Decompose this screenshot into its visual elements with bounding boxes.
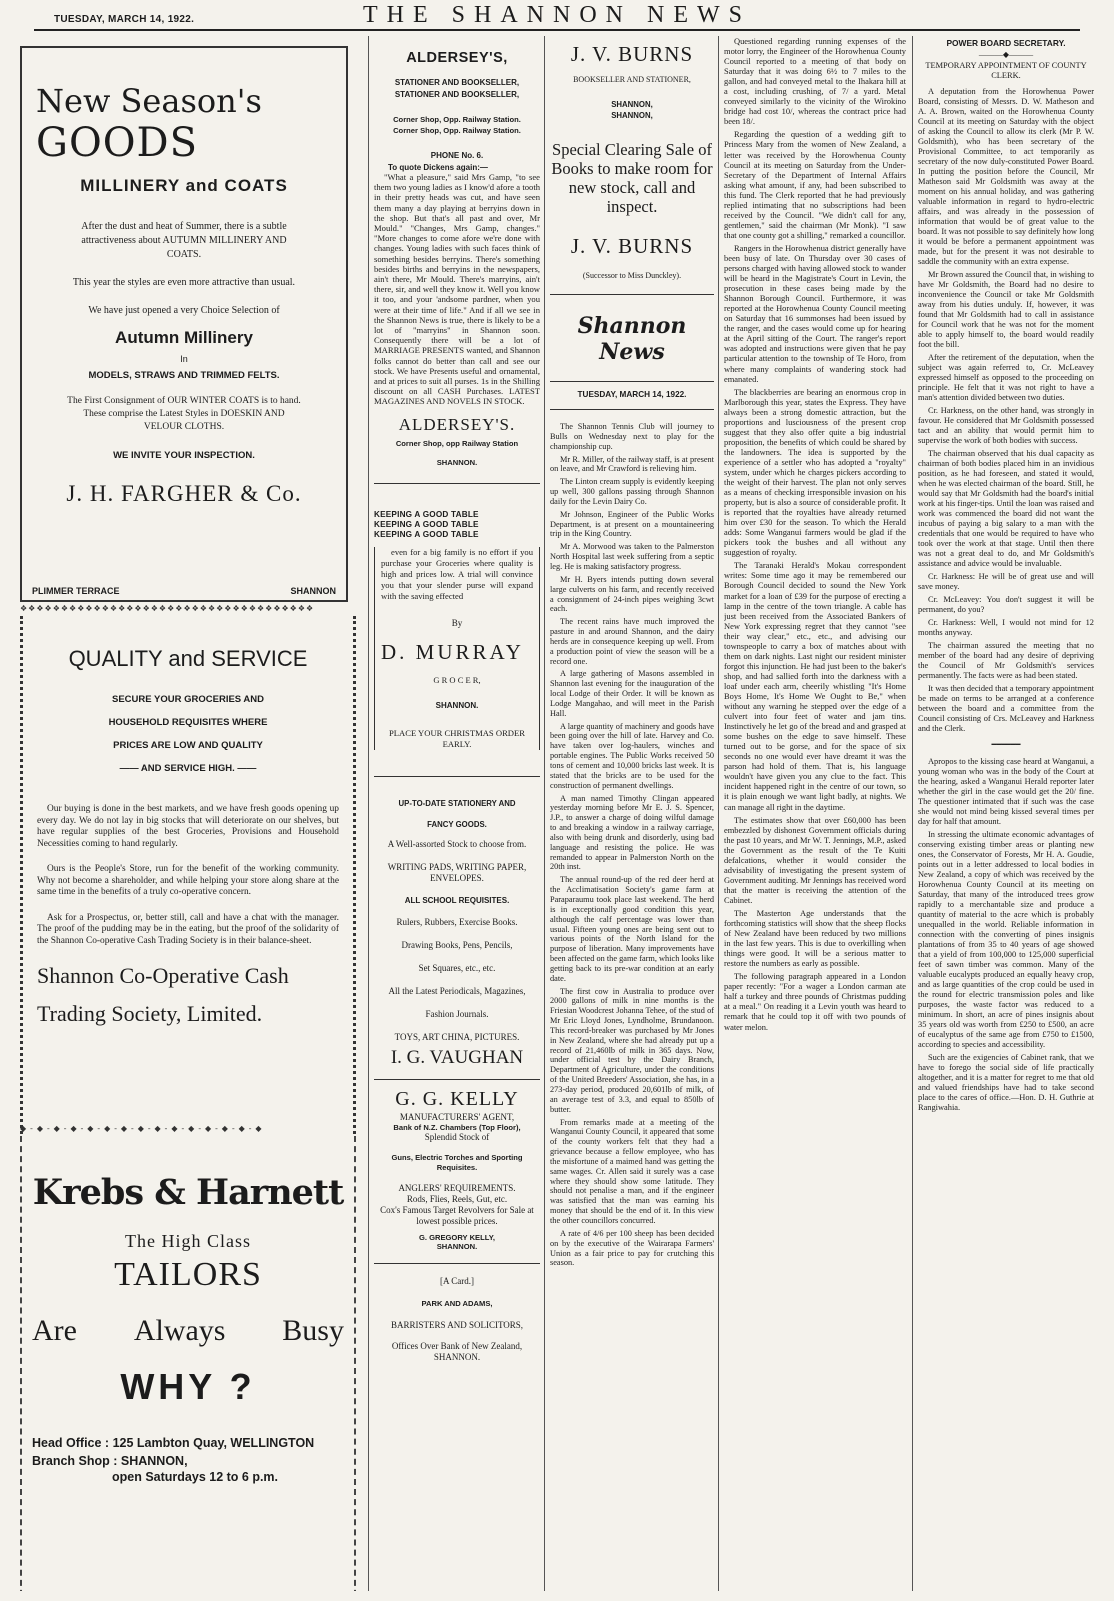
news-item-paragraph: Mr H. Byers intends putting down several large culverts on his farm, and recently received a consignment of 24-inch pipes weighing 3cwt each.: [550, 574, 714, 614]
power-board-paragraph: After the retirement of the deputation, when the subject was again referred to, Cr. McLeavey expressed himself as opposed to the proceeding on principle. He felt that it was not right to have a man's attention divided between two duties.: [918, 353, 1094, 402]
news-item-paragraph: The Taranaki Herald's Mokau correspondent writes: Some time ago it may be remembered our Borough Council decided to sound the New York market for a loan of £39 for the purpose of erecting a lamp in the centre of the town triangle. A cable has just been received from the Associated Bankers of New York expressing regret that they cannot "see their way clear," etc., etc., and advising our townspeople to carry a box of matches about with them on dark nights. Last night our resident minister forgot this injunction. He had just been to the baker's shop, and had sallied forth into the darkness with a loaf under each arm, cheerily whistling "It's Home Boys Home, It's Home We Ought to Be," when without any warning he stepped over the edge of a culvert into four feet of water and jam tins. Instinctively he let go of the bread and and grasped at some bushes on the edge to save himself. These turned out to be gorse, and for the space of six seconds no one would ever have dreamt it was the parson had hold of them. That is, his language wouldn't have given you any clue to the fact. This incident happened right in the centre of our town, so it is plain enough we want light badly, at nights. We can manage all right in the daytime.: [724, 560, 906, 812]
news-item-paragraph: Regarding the question of a wedding gift to Princess Mary from the women of New Zealand, a letter was received by the Horowhenua County Council at its meeting on Saturday from the Under-Secretary of the Department of Internal Affairs asking what amount, if any, had been subscribed to this fund. The Clerk reported that he had previously replied intimating that no subscriptions had been received by the Council. "We didn't call for any, gentlemen," said the chairman (Mr Monk). "I saw that one county got a shilling," remarked a councillor.: [724, 129, 906, 240]
news-item-paragraph: A large gathering of Masons assembled in Shannon last evening for the inauguration of the local Lodge of their Order. It will be known as Lodge Mangahao, and will meet in the Parish Hall.: [550, 669, 714, 718]
news-item-paragraph: From remarks made at a meeting of the Wanganui County Council, it appeared that some of the county workers felt that they had a grievance because a fellow employee, who has the misfortune of a maimed hand was getting the same wages. Cr. Allen said it surely was a case where they should show some latitude. They should not penalise a man, and if the engineer was satisfied that the man was earning his money that should be the end of it. In this view the other councillors concurred.: [550, 1117, 714, 1225]
fargher-name: J. H. FARGHER & Co.: [66, 481, 302, 506]
coop-p2: Ours is the People's Store, run for the benefit of the working community. Why not become a shareholder, and while helping your store along share at the same time in the benefits of a truly co-operative concern.: [37, 864, 339, 897]
burns-sale: Special Clearing Sale of Books to make room for new stock, call and inspect.: [551, 140, 713, 216]
fargher-p4: The First Consignment of OUR WINTER COATS is to hand. These comprise the Latest Styles in DOESKIN AND VELOUR CLOTHS.: [67, 396, 301, 432]
fargher-in: In: [180, 354, 188, 364]
column-3-news: [550, 422, 714, 1268]
power-board-paragraph: Cr. Harkness: He will be of great use and will save money.: [918, 572, 1094, 591]
coop-p3: Ask for a Prospectus, or, better still, call and have a chat with the manager. The proof of the pudding may be in the eating, but the proof of the solidarity of the Shannon Co-operative Cash Trading Society is in their balance-sheet.: [37, 912, 339, 946]
krebs-office: Head Office : 125 Lambton Quay, WELLINGTON: [32, 1436, 315, 1450]
kelly-l6: Rods, Flies, Reels, Gut, etc.: [406, 1193, 508, 1204]
coop-sub3: PRICES ARE LOW AND QUALITY: [113, 740, 263, 751]
news-item-paragraph: In stressing the ultimate economic advantages of conserving existing timber areas or planting new ones, the Conservator of Forests, Mr H. A. Goudie, points out in a letter addressed to local bodies in New Zealand, a copy of which was received by the Horowhenua County Council at its meeting on Saturday, that many of the introduced trees grow rapidly to a merchantable size and produce a quantity of material to the acre which is probably unequalled in the world. Reliable information in connection with the converting of pines insignis plantations of from 35 to 40 years of age showed that a yield of from 100,000 to 125,000 superficial feet of sawn timber was common. Many of the valuable eucalypts produced an equally heavy crop, and as large quantities of the crop could be used in the round for electric transmission poles and like purposes, the waste factor was reduced to a minimum. In short, an acre of pines insignis about 35 years old was worth from £250 to £500, an acre of eucalyptus of the same age from £750 to £1500, according to species and accessibility.: [918, 830, 1094, 1049]
news-item-paragraph: The following paragraph appeared in a London paper recently: "For a wager a London carman ate half a turkey and three pounds of Christmas pudding at a meal." On reading it a Levin youth was heard to remark that he could top it off with two pounds of water melon.: [724, 971, 906, 1032]
news-item-paragraph: The Linton cream supply is evidently keeping up well, 300 gallons passing through Shannon daily for the Levin Dairy Co.: [550, 477, 714, 506]
column-5: [918, 36, 1094, 1591]
fargher-line3: MILLINERY and COATS: [80, 176, 288, 195]
news-item-paragraph: The blackberries are bearing an enormous crop in Marlborough this year, states the Express. They have always been a strong domestic attraction, but the proportions and lusciousness of the present crop suggest that they also offer quite a big industrial proposition, the benefits of which could be shared by the landowners. The idea is supported by the experience of a settler who has adopted a "royalty" system, under which he charges pickers according to the weight of their harvest. The plan not only serves as a means of checking irresponsible invasion on his property, but is also a source of considerable profit. It is reported that the royalties have already returned him over £30 for the season. To which the Herald adds: Some Wanganui farmers would be glad if the pickers took the bushes and all without any suggestion of royalty.: [724, 386, 906, 558]
kelly-l2: Bank of N.Z. Chambers (Top Floor),: [393, 1122, 521, 1132]
aldersey-phone: PHONE No. 6.: [430, 151, 484, 160]
card-name: PARK AND ADAMS,: [421, 1298, 493, 1308]
krebs-branch: Branch Shop : SHANNON,: [32, 1454, 188, 1468]
fargher-line1: New Season's: [36, 82, 262, 120]
murray-town: SHANNON.: [435, 700, 479, 710]
aldersey-l3: Corner Shop, Opp. Railway Station.: [393, 115, 521, 124]
power-board-paragraph: A deputation from the Horowhenua Power Board, consisting of Messrs. D. W. Matheson and A. A. Brown, waited on the Horowhenua County Council at its meeting on Saturday with the object of asking the Council to allow its clerk (Mr P. W. Goldsmith), who has been secretary of the Provisional Committee, to act temporarily as secretary of the now duly-constituted Power Board. In putting the position before the Council, Mr Matheson said Mr Goldsmith was away at the moment on his annual holiday, and was gathering valuable information in regard to hydro-electric affairs, and was already in the possession of information that would be of great value to the board. It was not possible to say definitely how long it would be before a permanent appointment was made, but for the present it was not desirable to saddle the community with an extra expense.: [918, 87, 1094, 266]
power-board-paragraph: Cr. McLeavey: You don't suggest it will be permanent, do you?: [918, 595, 1094, 614]
vaughan-l2: WRITING PADS, WRITING PAPER, ENVELOPES.: [387, 861, 527, 883]
power-board-paragraph: The chairman observed that his dual capacity as chairman of both bodies placed him in an invidious position, as he had foreseen, and stated it would, when he was elected chairman of the board. Still, he would say that Mr Goldsmith had the board's initial work at his finger-tips. Until the loan was raised and work was commenced the board did not want the incubus of paying a big salary to a man with the credentials that one would be required to have who took over the work at that stage. Until then there was not a great deal to do, and Mr Goldsmith's assistance and advice would be invaluable.: [918, 449, 1094, 568]
column-rule-1: [368, 36, 369, 1591]
col5-h2: TEMPORARY APPOINTMENT OF COUNTY CLERK.: [925, 61, 1087, 80]
column-2: [374, 36, 540, 1591]
news-item-paragraph: The Masterton Age understands that the forthcoming statistics will show that the sheep flocks of New Zealand have been reduced by two millions in the last few years. This is due to overkilling when things were good. It will be a serious matter to restore the numbers as early as possible.: [724, 907, 906, 969]
masthead-title: THE SHANNON NEWS: [363, 2, 751, 28]
ornament-rule: ❖❖❖❖❖❖❖❖❖❖❖❖❖❖❖❖❖❖❖❖❖❖❖❖❖❖❖❖❖❖❖❖❖❖❖❖: [20, 604, 315, 613]
krebs-ad: [20, 1136, 356, 1591]
vaughan-l6: Set Squares, etc., etc.: [418, 962, 496, 973]
aldersey-name2: ALDERSEY'S.: [398, 414, 516, 434]
vaughan-h1: UP-TO-DATE STATIONERY AND: [398, 798, 516, 808]
card-label: [A Card.]: [440, 1275, 474, 1286]
divider-4: [374, 1263, 540, 1264]
murray-by: By: [451, 617, 463, 628]
coop-name1: Shannon Co-Operative Cash: [37, 963, 289, 988]
murray-xmas: PLACE YOUR CHRISTMAS ORDER EARLY.: [388, 727, 525, 749]
vaughan-name: I. G. VAUGHAN: [390, 1046, 524, 1068]
paper-name: Shannon News: [577, 313, 687, 365]
news-item-paragraph: Questioned regarding running expenses of the motor lorry, the Engineer of the Horowhenua County Council reported to a meeting of that body on Saturday that it was doing 6½ to 7 miles to the gallon, and had conveyed metal to the Ihakara hill at a cost, including crushing, of 7/ a yard. Metal conveyed similarly to the vicinity of the Wirokino bridge had cost 10/, whereas the contract price had been 18/.: [724, 36, 906, 127]
news-item-paragraph: The recent rains have much improved the pasture in and around Shannon, and the dairy herds are in consequence keeping up well. From a production point of view the season will be a record one.: [550, 617, 714, 666]
fargher-town: SHANNON: [290, 586, 336, 596]
fargher-p2: This year the styles are even more attractive than usual.: [72, 277, 296, 288]
vaughan-l8: Fashion Journals.: [425, 1008, 489, 1019]
col5-divider: ━━━━━━: [991, 740, 1021, 749]
fargher-terrace: PLIMMER TERRACE: [32, 586, 120, 596]
power-board-paragraph: Cr. Harkness, on the other hand, was strongly in favour. He considered that Mr Goldsmith possessed tact and an ability that would permit him to supervise the work of both bodies with success.: [918, 406, 1094, 445]
burns-name2: J. V. BURNS: [570, 234, 694, 258]
paper-date: TUESDAY, MARCH 14, 1922.: [577, 390, 687, 399]
news-item-paragraph: The Shannon Tennis Club will journey to Bulls on Wednesday next to play for the championship cup.: [550, 422, 714, 451]
kelly-name: G. G. KELLY: [395, 1087, 519, 1110]
news-item-paragraph: Apropos to the kissing case heard at Wanganui, a young woman who was in the body of the Court at the hearing, asked a Wanganui Herald reporter later whether the girl in the case would get the 20/ fine. The questioner intimated that if such was the case she would not mind being kissed several times per day for half that amount.: [918, 757, 1094, 826]
coop-sub2: HOUSEHOLD REQUISITES WHERE: [108, 717, 268, 728]
column-3: [550, 36, 714, 1591]
divider-5: [550, 294, 714, 295]
kelly-l1: MANUFACTURERS' AGENT,: [399, 1111, 515, 1122]
aldersey-town: SHANNON.: [436, 457, 478, 467]
vaughan-l3: ALL SCHOOL REQUISITES.: [404, 895, 510, 905]
fargher-p3: We have just opened a very Choice Selection of: [88, 305, 280, 316]
coop-name2: Trading Society, Limited.: [37, 1001, 263, 1026]
column-4-news: [724, 36, 906, 1032]
col5-dingbat: ———◆———: [978, 50, 1034, 59]
aldersey-body: "What a pleasure," said Mrs Gamp, "to see them two young ladies as I know'd afore a tooth in their pretty heads was cut, and have seen them many a day playing at berryins down in the shop. But that's all past and over, Mr Mould." "Changes, Mrs Gamp, changes." "More changes to come afore we're done with changes. Young ladies with such faces think of something besides berryins. There's something besides births and berryins in the newspapers, ain't there, Mr Mould. There's marryins, ain't there, sir, and well they know it. Well you know it too, and your 'andsome pardner, when you were at their time of life." And if all we see in the Shannon News is true, there is likely to be a lot of "marryins" in Shannon soon. Consequently there will be a lot of MARRIAGE PRESENTS wanted, and Shannon folks cannot do better than call and see our stock. We have Presents useful and ornamental, and at prices to suit all purses. 1s in the Shilling discount on all CASH Purchases. LATEST MAGAZINES AND NOVELS IN STOCK.: [374, 172, 540, 407]
column-rule-3: [718, 36, 719, 1591]
aldersey-name: ALDERSEY'S,: [406, 50, 508, 66]
vaughan-l5: Drawing Books, Pens, Pencils,: [401, 939, 513, 950]
divider-6: [550, 381, 714, 382]
kelly-l5: ANGLERS' REQUIREMENTS.: [398, 1182, 516, 1193]
divider-3: [374, 1079, 540, 1080]
vaughan-l9: TOYS, ART CHINA, PICTURES.: [394, 1031, 520, 1042]
coop-sub4: —— AND SERVICE HIGH. ——: [119, 763, 257, 774]
card-office: Offices Over Bank of New Zealand, SHANNON.: [391, 1340, 523, 1362]
card-role: BARRISTERS AND SOLICITORS,: [390, 1319, 524, 1330]
news-item-paragraph: Mr R. Miller, of the railway staff, is at present on leave, and Mr Crawford is relieving him.: [550, 454, 714, 474]
news-item-paragraph: The estimates show that over £60,000 has been embezzled by dishonest Government officials during the past 10 years, and Mr W. T. Jennings, M.P., asked the Government as the result of the Te Kuiti defalcations, whether it would consider the advisability of investigating the present system of Government auditing. Mr Jennings has received word that the matter is receiving the attention of the Cabinet.: [724, 814, 906, 905]
vaughan-h2: FANCY GOODS.: [427, 819, 487, 829]
fargher-models: MODELS, STRAWS AND TRIMMED FELTS.: [88, 370, 280, 381]
col5-h1: POWER BOARD SECRETARY.: [946, 38, 1066, 48]
aldersey-corner: Corner Shop, opp Railway Station: [395, 438, 519, 448]
news-item-paragraph: Mr A. Morwood was taken to the Palmerston North Hospital last week suffering from a septic leg. He is making satisfactory progress.: [550, 542, 714, 571]
news-item-paragraph: Rangers in the Horowhenua district generally have been busy of late. On Thursday over 30 cases of persons charged with having allowed stock to wander will be heard in the Magistrate's Court in Levin, the prosecution in these cases being made by the Shannon Borough Council. Furthermore, it was reported at the Horowhenua County Council meeting on Saturday that 16 summonses had been issued by the ranger, and the cases would come up for hearing at the April sitting of the Court. The ranger's report was adopted and instructions were given that he pay particular attention to the township of Te Horo, from where many complaints of wandering stock had emanated.: [724, 242, 906, 384]
column-rule-4: [912, 36, 913, 1591]
aldersey-l4: Corner Shop, Opp. Railway Station.: [393, 126, 521, 135]
fargher-line2: GOODS: [36, 120, 199, 166]
coop-title: QUALITY and SERVICE: [68, 646, 308, 671]
kelly-l7: Cox's Famous Target Revolvers for Sale at lowest possible prices.: [380, 1204, 534, 1226]
news-item-paragraph: A large quantity of machinery and goods have been going over the hill of late. Harvey and Co. have taken over log-haulers, winches and portable engines. The Public Works received 50 tons of cement and 10,000 bricks last week. It is stated that the bricks are to be used for the construction of permanent dwellings.: [550, 721, 714, 790]
column-rule-2: [544, 36, 545, 1591]
krebs-name: Krebs & Harnett: [32, 1172, 344, 1213]
column-1: [20, 36, 360, 1591]
krebs-l3a: Are: [32, 1314, 77, 1347]
ornament-rule-2: ◆ - ◆ - ◆ - ◆ - ◆ - ◆ - ◆ - ◆ - ◆ - ◆ - ◆ - ◆ - ◆ - ◆ - ◆: [20, 1124, 263, 1133]
burns-t1: SHANNON,: [611, 100, 653, 109]
vaughan-l7: All the Latest Periodicals, Magazines,: [388, 985, 526, 996]
fargher-autumn: Autumn Millinery: [115, 328, 253, 347]
masthead: [0, 0, 1114, 32]
col5-article: [918, 87, 1094, 734]
kelly-l9: SHANNON.: [436, 1241, 478, 1251]
murray-h1: KEEPING A GOOD TABLE: [374, 509, 479, 519]
news-item-paragraph: Mr Johnson, Engineer of the Public Works Department, is at present on a mountaineering trip in the King Country.: [550, 509, 714, 539]
divider-7: [550, 409, 714, 410]
burns-t2: SHANNON,: [611, 111, 653, 120]
aldersey-l2: STATIONER AND BOOKSELLER,: [394, 90, 520, 99]
power-board-paragraph: It was then decided that a temporary appointment be made on terms to be arranged at a conference between the board and a committee from the Council consisting of Crs. McLeavey and Harkness and the Clerk.: [918, 684, 1094, 733]
burns-trade: BOOKSELLER AND STATIONER,: [573, 75, 691, 84]
masthead-date: TUESDAY, MARCH 14, 1922.: [54, 14, 195, 25]
murray-h2: KEEPING A GOOD TABLE: [374, 519, 479, 529]
burns-name: J. V. BURNS: [570, 42, 694, 66]
aldersey-quote: To quote Dickens again:—: [388, 163, 488, 172]
krebs-l1: The High Class: [125, 1231, 251, 1251]
vaughan-l1: A Well-assorted Stock to choose from.: [387, 838, 527, 849]
col5-news: [918, 757, 1094, 1113]
power-board-paragraph: Mr Brown assured the Council that, in wishing to have Mr Goldsmith, the Board had no desire to inconvenience the Council or take Mr Goldsmith away from his duties unduly. If, however, it was found that Mr Goldsmith had to call in assistance for Council work that he was not for the moment able to apply himself to, the board would readily foot the bill.: [918, 270, 1094, 349]
column-4: [724, 36, 906, 1591]
kelly-l3: Splendid Stock of: [424, 1131, 490, 1142]
news-item-paragraph: Such are the exigencies of Cabinet rank, that we have to forego the social side of life practically altogether, and it is a matter for regret to me that old and valued friendships have had to take second place to the cares of office.—Hon. D. H. Guthrie at Rangiwahia.: [918, 1053, 1094, 1112]
krebs-l3b: Always: [133, 1314, 226, 1347]
masthead-rule: [34, 29, 1080, 31]
vaughan-l4: Rulers, Rubbers, Exercise Books.: [396, 916, 518, 927]
krebs-why: WHY ?: [120, 1366, 256, 1407]
krebs-l2: TAILORS: [114, 1256, 262, 1293]
coop-sub1: SECURE YOUR GROCERIES AND: [111, 694, 265, 705]
krebs-open: open Saturdays 12 to 6 p.m.: [112, 1470, 279, 1484]
krebs-l3c: Busy: [282, 1314, 344, 1347]
aldersey-l1: STATIONER AND BOOKSELLER,: [394, 78, 520, 87]
murray-grocer: G R O C E R,: [433, 674, 481, 685]
fargher-invite: WE INVITE YOUR INSPECTION.: [113, 450, 255, 461]
news-item-paragraph: The annual round-up of the red deer herd at the Acclimatisation Society's game farm at Paraparaumu took place last weekend. The herd is in exceptionally good condition this year, although the calf percentage was lower than usual. Fifteen young ones are being sent out to various points of the North Island for the purpose of liberation. Many improvements have been affected on the game farm, which looks like getting back to its pre-war condition at an early date.: [550, 875, 714, 983]
news-item-paragraph: A rate of 4/6 per 100 sheep has been decided on by the executive of the Wairarapa Farmers' Union as a fair price to pay for crutching this season.: [550, 1228, 714, 1268]
divider-2: [374, 776, 540, 777]
murray-name: D. MURRAY: [381, 639, 524, 664]
murray-h3: KEEPING A GOOD TABLE: [374, 529, 479, 539]
fargher-ad: [20, 46, 348, 602]
murray-body: even for a big family is no effort if you purchase your Groceries where quality is high and prices low. A trial will convince you that your slender purse will expand with the saving effected: [381, 546, 533, 601]
divider: [374, 483, 540, 484]
fargher-p1: After the dust and heat of Summer, there is a subtle attractiveness about AUTUMN MILLINERY AND COATS.: [81, 221, 287, 260]
burns-succ: (Successor to Miss Dunckley).: [582, 271, 682, 280]
kelly-l8: G. GREGORY KELLY,: [418, 1232, 496, 1242]
power-board-paragraph: Cr. Harkness: Well, I would not mind for 12 months anyway.: [918, 618, 1094, 637]
coop-p1: Our buying is done in the best markets, and we have fresh goods opening up every day. We do not lay in big stocks that will deteriorate on our shelves, but have regular supplies of the best Groceries, Provisions and Household Necessities coming to hand regularly.: [37, 804, 339, 849]
news-item-paragraph: The first cow in Australia to produce over 2000 gallons of milk in nine months is the Friesian Woodcrest Johanna Tehee, of the stud of Mr Eric Lloyd Jones, Lyndholme, Brundanoon. This record-breaker was purchased by Mr Jones in New Zealand, where she had already put up a record of 21,460lb of milk in 365 days. Now, under official test by the Dairy Branch, Department of Agriculture, under the conditions of the United Breeders' Association, she has, in a 273-day period, produced 20,601lb of milk, of an average test of 3.3, and equal to 850lb of butter.: [550, 986, 714, 1114]
kelly-l4: Guns, Electric Torches and Sporting Requisites.: [391, 1152, 523, 1172]
news-item-paragraph: A man named Timothy Clingan appeared yesterday morning before Mr E. J. S. Spencer, J.P., to answer a charge of doing wilful damage to and breaking a window in a railway carriage, also with being drunk and disorderly, using bad language and resisting the police. He was remanded to appear in Palmerston North on the 20th inst.: [550, 793, 714, 872]
power-board-paragraph: The chairman assured the meeting that no member of the board had any desire of depriving the Council of Mr Goldsmith's services permanently. The facts were as had been stated.: [918, 641, 1094, 680]
